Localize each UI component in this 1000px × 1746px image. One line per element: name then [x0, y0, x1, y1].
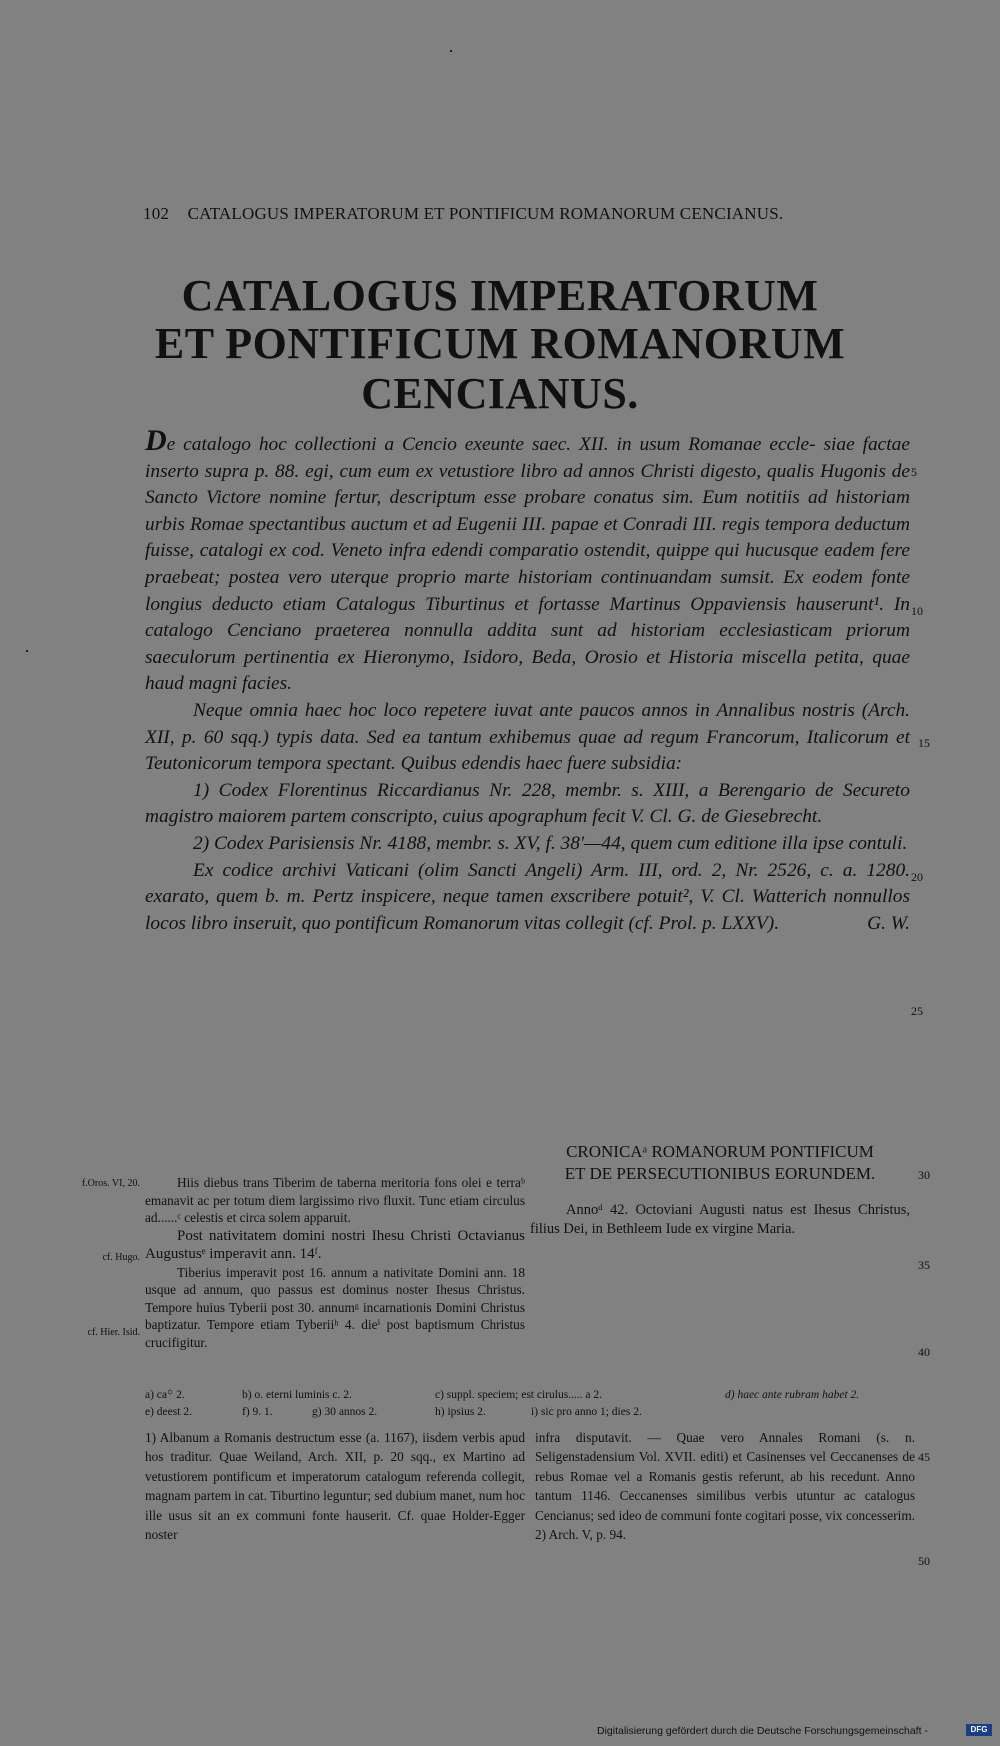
page-title-line-1: CATALOGUS IMPERATORUM — [181, 271, 819, 320]
line-number: 25 — [911, 1004, 923, 1018]
line-number: 15 — [918, 736, 930, 750]
note-a: a) ca꙳ 2. — [145, 1389, 185, 1401]
page-title-line-2: ET PONTIFICUM ROMANORUM — [154, 319, 846, 368]
line-number: 45 — [918, 1450, 930, 1464]
line-number: 20 — [911, 870, 923, 884]
introduction — [145, 424, 910, 937]
line-number: 35 — [918, 1258, 930, 1272]
critical-apparatus — [145, 1387, 915, 1421]
left-paragraph-1: Hiis diebus trans Tiberim de taberna meritoria fons olei e terraᵇ emanavit ac per totum diem largissimo rivo fluxit. Tunc etiam circulus ad......ᶜ celestis et circa solem apparuit. — [145, 1175, 525, 1225]
line-number: 10 — [911, 604, 923, 618]
left-paragraph-2: Post nativitatem domini nostri Ihesu Christi Octavianus Augustusᵉ imperavit ann. 14ᶠ. — [145, 1227, 525, 1262]
scan-speck — [26, 650, 28, 652]
intro-paragraph-3: 1) Codex Florentinus Riccardianus Nr. 228, membr. s. XIII, a Berengario de Secureto magistro maiorem partem conscripto, cuius apographum fecit V. Cl. G. de Giesebrecht. — [145, 779, 910, 828]
note-e: e) deest 2. — [145, 1406, 192, 1418]
line-number: 5 — [911, 465, 917, 479]
page-number: 102 — [143, 204, 170, 223]
note-h: h) ipsius 2. — [435, 1406, 486, 1418]
page-title-line-3: CENCIANUS. — [361, 369, 639, 418]
footnote-left: 1) Albanum a Romanis destructum esse (a. 1167), iisdem verbis apud hos traditur. Quae Weiland, Arch. XII, p. 20 sqq., ex Martino ad vetustiorem pontificum et imperatorum catalogum referenda collegit, magnam partem in cat. Tiburtino leguntur; sed dubium manet, num hoc ille usus sit an ex communi fonte hauserit. Cf. quae Holder-Egger noster — [145, 1430, 525, 1543]
left-column-text — [145, 1174, 525, 1351]
running-title: CATALOGUS IMPERATORUM ET PONTIFICUM ROMANORUM CENCIANUS. — [187, 204, 784, 223]
note-i: i) sic pro anno 1; dies 2. — [531, 1406, 642, 1418]
note-c: c) suppl. speciem; est cirulus..... a 2. — [435, 1389, 603, 1401]
line-number: 50 — [918, 1554, 930, 1568]
note-f: f) 9. 1. — [242, 1406, 273, 1418]
digitization-credit: Digitalisierung gefördert durch die Deutsche Forschungsgemeinschaft - — [597, 1725, 928, 1737]
intro-paragraph-4: 2) Codex Parisiensis Nr. 4188, membr. s. XV, f. 38′—44, quem cum editione illa ipse contuli. — [193, 832, 908, 854]
margin-note: f.Oros. VI, 20. — [81, 1178, 140, 1189]
signature: G. W. — [867, 912, 910, 934]
footnote-right: infra disputavit. — Quae vero Annales Romani (s. n. Seligenstadensium Vol. XVII. editi) et Casinenses vel Ceccanenses de rebus Romae vel a Romanis gestis referunt, ab his recedunt. Anno tantum 1146. Ceccanenses similibus verbis utuntur ac catalogus Cencianus; sed ideo de communi fonte cogitari posse, vix concesserim. 2) Arch. V, p. 94. — [535, 1430, 915, 1543]
dfg-logo: DFG — [966, 1724, 992, 1736]
note-b: b) o. eterni luminis c. 2. — [242, 1389, 352, 1401]
running-header — [143, 204, 863, 224]
intro-paragraph-5: Ex codice archivi Vaticani (olim Sancti Angeli) Arm. III, ord. 2, Nr. 2526, c. a. 1280. exarato, quem b. m. Pertz inspicere, neque tamen exscribere potuit², V. Cl. Watterich nonnullos locos libro inseruit, quo pontificum Romanorum vitas collegit (cf. Prol. p. LXXV). G. W. — [145, 858, 910, 938]
drop-cap: D — [145, 424, 167, 457]
note-g: g) 30 annos 2. — [312, 1406, 378, 1418]
chronicle-title-line-2: ET DE PERSECUTIONIBUS EORUNDEM. — [564, 1164, 876, 1183]
margin-note: cf. Hier. Isid. — [87, 1327, 140, 1338]
intro-paragraph-1: De catalogo hoc collectioni a Cencio exeunte saec. XII. in usum Romanae eccle- siae factae inserto supra p. 88. egi, cum eum ex vetustiore libro ad annos Christi digesto, qualis Hugonis de Sancto Victore nomine fertur, descriptum esse probare conatus sim. Eum notitiis ad historiam urbis Romae spectantibus auctum et ad Eugenii III. papae et Conradi III. regis tempora deductum fuisse, catalogi ex cod. Veneto infra edendi comparatio ostendit, quippe qui hucusque eadem fere praebeat; postea vero uterque proprio marte historiam continuandam sumsit. Ex eodem fonte longius deducto etiam Catalogus Tiburtinus et fortasse Martinus Oppaviensis hauserunt¹. In catalogo Cenciano praeterea nonnulla addita sunt ad historiam ecclesiasticam priorum saeculorum pertinentia ex Hieronymo, Isidoro, Beda, Orosio et Historia miscella petita, quae haud magni facies. — [145, 424, 910, 695]
line-number: 30 — [918, 1168, 930, 1182]
scan-speck — [450, 50, 452, 52]
line-number: 40 — [918, 1345, 930, 1359]
left-paragraph-3: Tiberius imperavit post 16. annum a nativitate Domini ann. 18 usque ad annum, quo passus est dominus noster Ihesus Christus. Tempore huius Tyberii post 30. annumᵍ incarnationis Domini Christus baptizatur. Tempore etiam Tyberiiʰ 4. dieⁱ post baptismum Christus crucifigitur. — [145, 1264, 525, 1350]
right-column — [530, 1141, 910, 1238]
margin-note: cf. Hugo. — [102, 1252, 140, 1263]
chronicle-text: Annoᵈ 42. Octoviani Augusti natus est Ihesus Christus, filius Dei, in Bethleem Iude ex virgine Maria. — [530, 1202, 910, 1237]
note-d: d) haec ante rubram habet 2. — [725, 1389, 860, 1401]
intro-paragraph-2: Neque omnia haec hoc loco repetere iuvat ante paucos annos in Annalibus nostris (Arch. XII, p. 60 sqq.) typis data. Sed ea tantum exhibemus quae ad regum Francorum, Italicorum et Teutonicorum tempora spectant. Quibus edendis haec fuere subsidia: — [145, 699, 910, 775]
chronicle-title-line-1: CRONICAᵃ ROMANORUM PONTIFICUM — [566, 1142, 874, 1161]
